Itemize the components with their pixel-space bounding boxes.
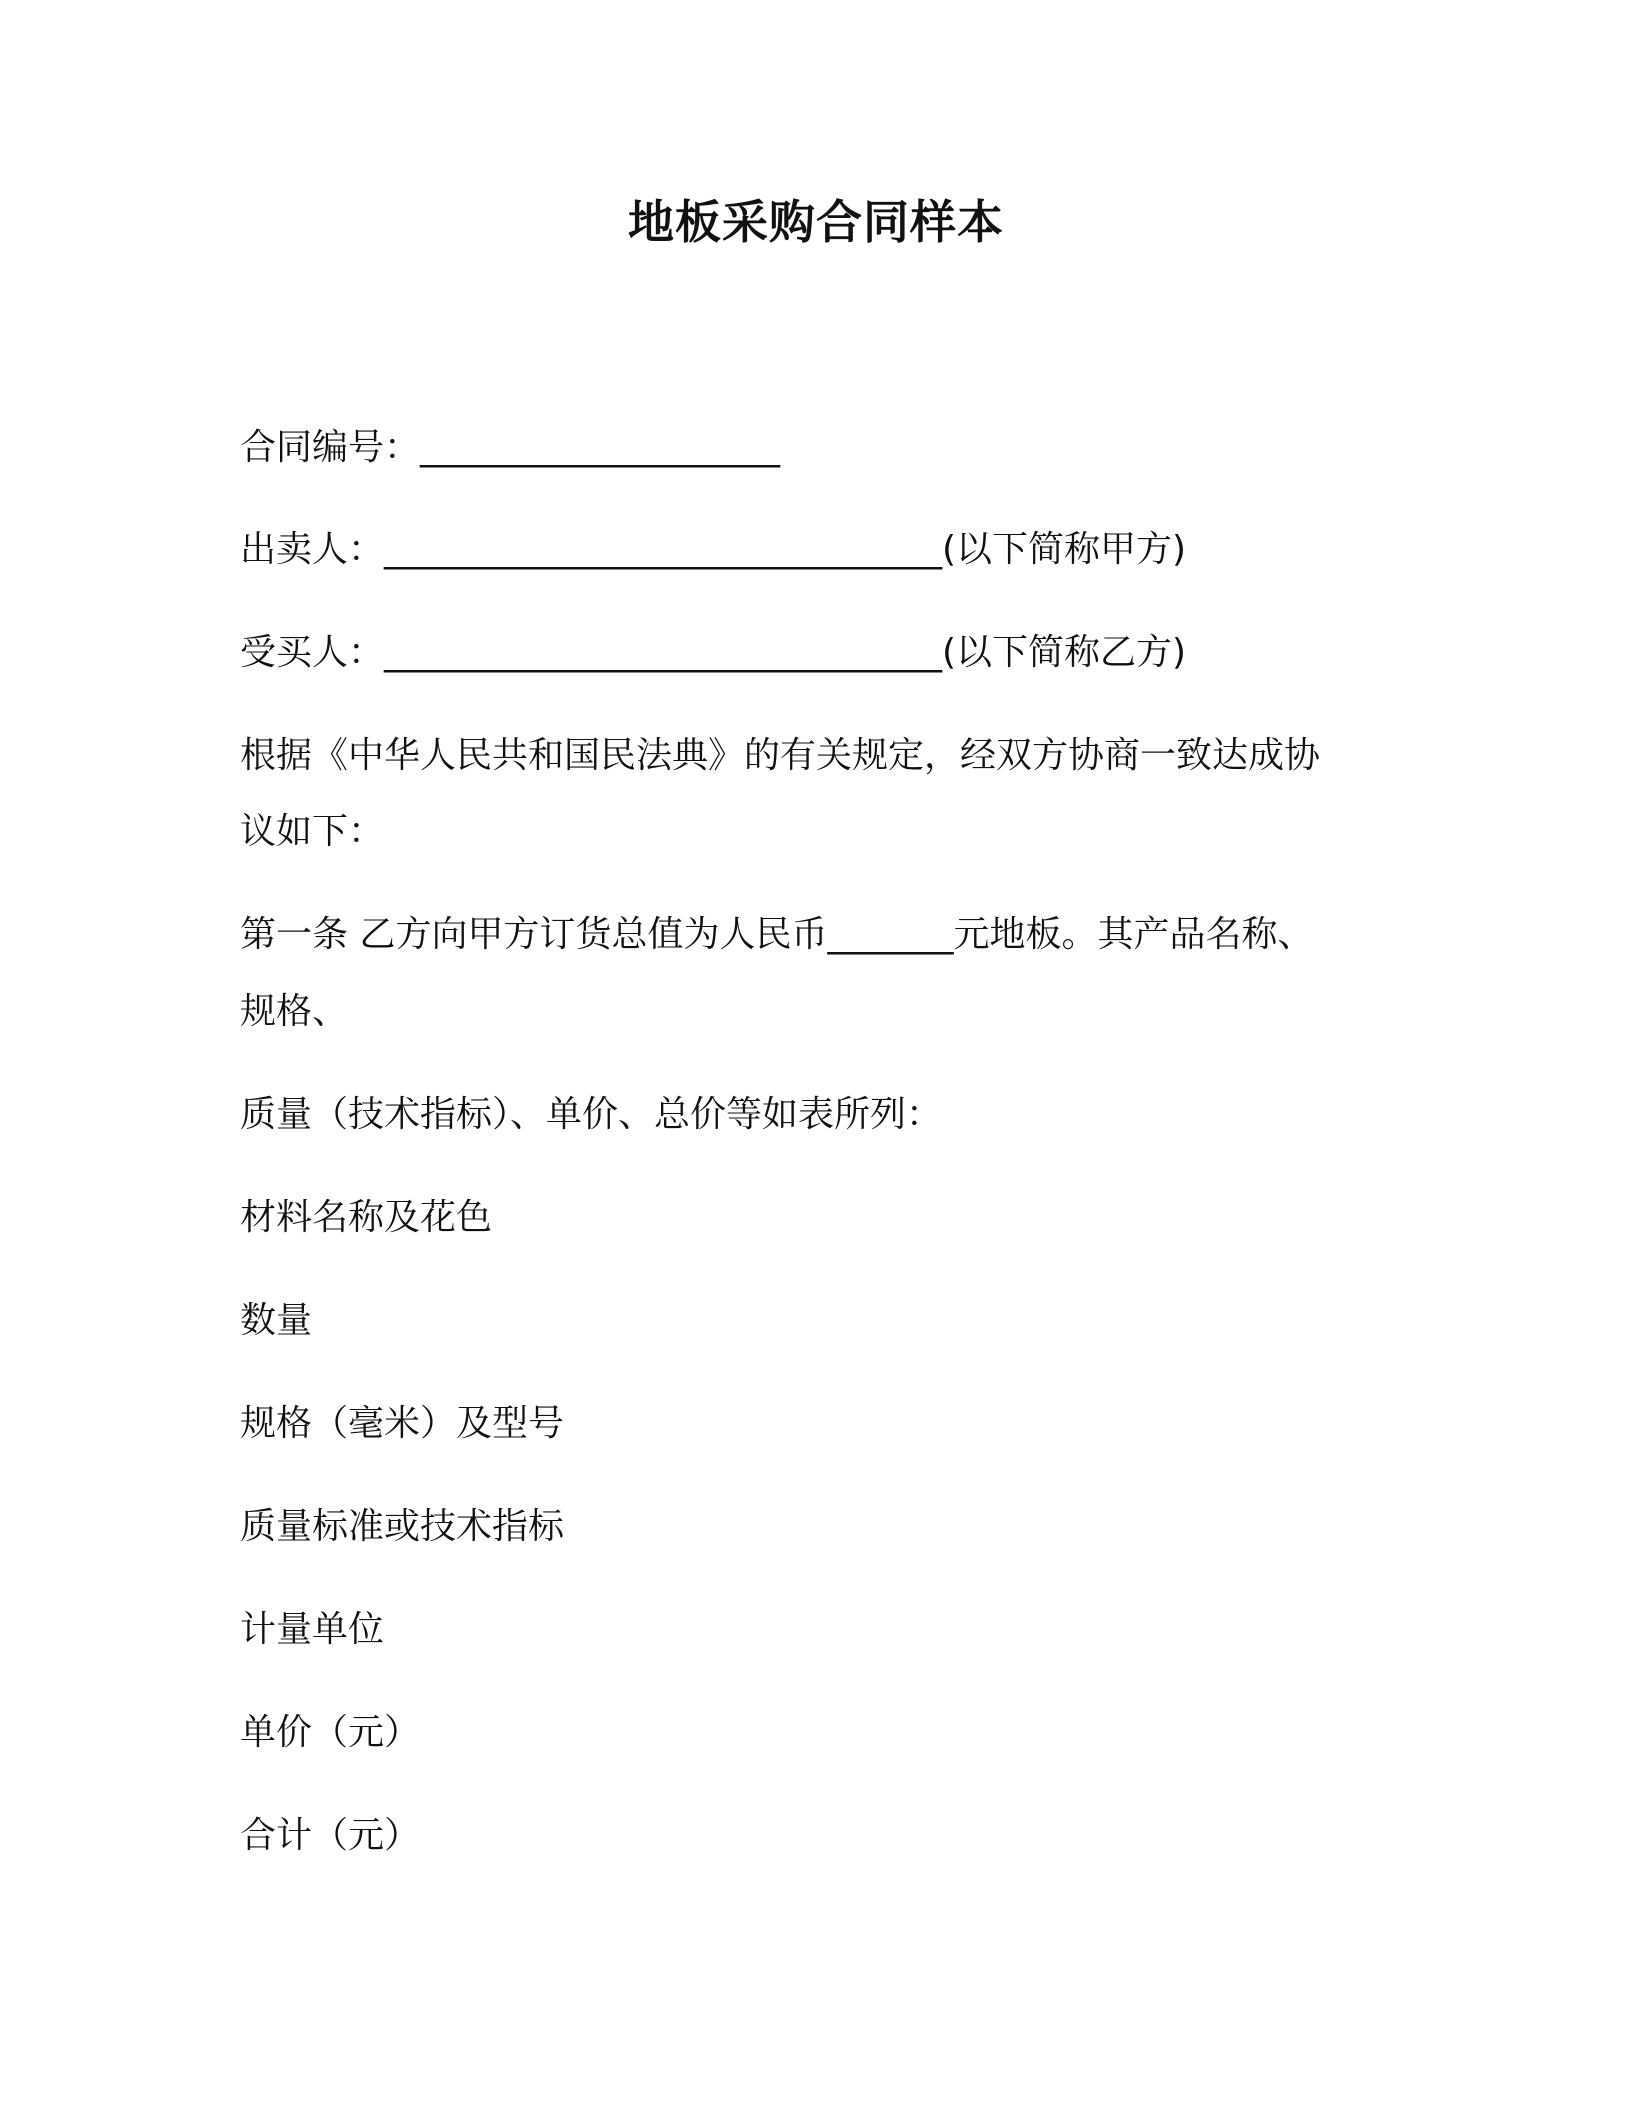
preamble-line-2: 议如下：: [240, 811, 385, 852]
item-material-name: 材料名称及花色: [240, 1197, 493, 1238]
preamble-line-1: 根据《中华人民共和国民法典》的有关规定，经双方协商一致达成协: [240, 735, 1321, 776]
document-title: 地板采购合同样本: [628, 195, 1004, 249]
seller-line: 出卖人：_______________________________(以下简称甲方): [240, 529, 1187, 570]
item-unit-price: 单价（元）: [240, 1712, 421, 1753]
item-quality-standard: 质量标准或技术指标: [240, 1506, 565, 1547]
article-one-line-2: 规格、: [240, 991, 349, 1032]
article-one-line-1: 第一条 乙方向甲方订货总值为人民币_______元地板。其产品名称、: [240, 914, 1314, 955]
article-one-line-3: 质量（技术指标）、单价、总价等如表所列：: [240, 1094, 943, 1135]
item-unit: 计量单位: [240, 1609, 385, 1650]
item-quantity: 数量: [240, 1300, 313, 1341]
item-specification: 规格（毫米）及型号: [240, 1403, 565, 1444]
buyer-line: 受买人：_______________________________(以下简称乙方): [240, 632, 1187, 673]
contract-number-line: 合同编号：____________________: [240, 427, 781, 468]
item-total: 合计（元）: [240, 1815, 421, 1856]
